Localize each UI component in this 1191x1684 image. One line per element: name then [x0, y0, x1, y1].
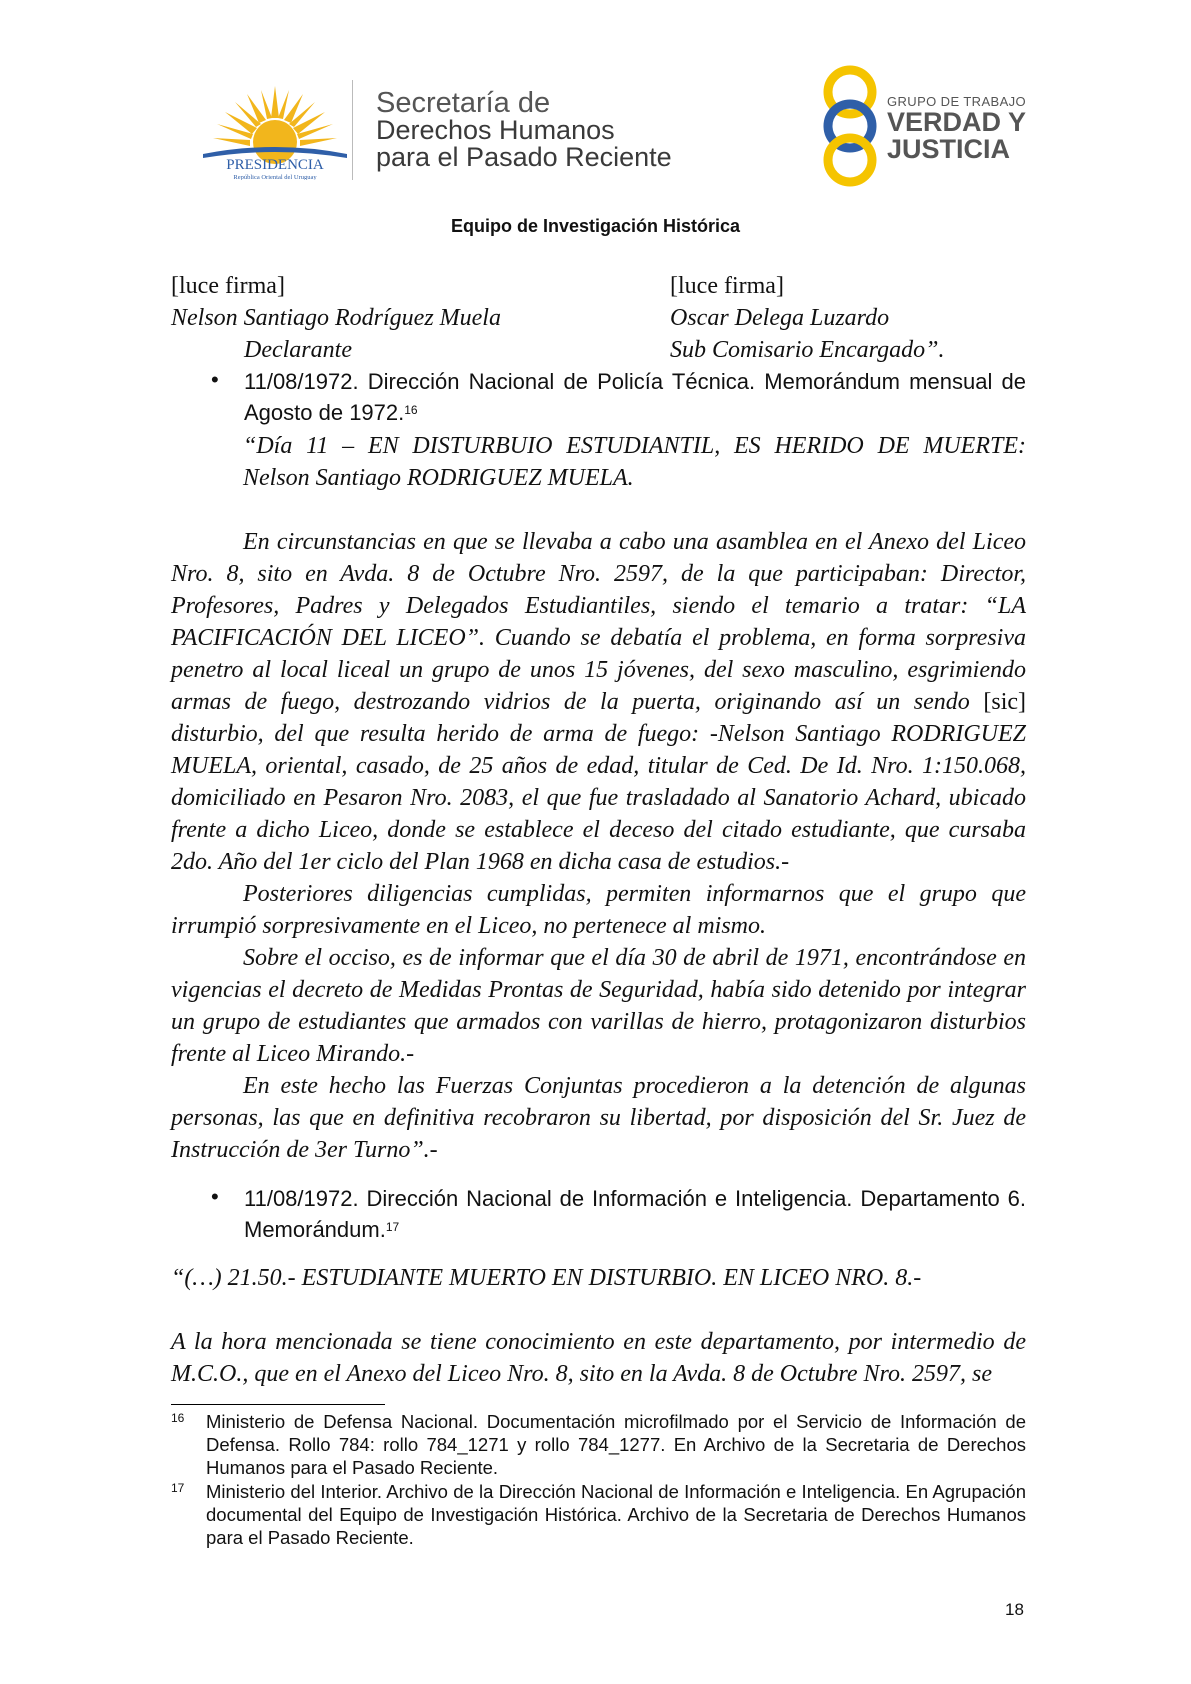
paragraph-1-part-1: En circunstancias en que se llevaba a cabo una asamblea en el Anexo del Liceo Nro. 8, sito en Avda. 8 de Octubre Nro. 2597, de la que participaban: Director, Profesores, Padres y Delegados Estudiantiles, siendo el temario a tratar: “LA PACIFICACIÓN DEL LICEO”. Cuando se debatía el problema, en forma sorpresiva penetro al local liceal un grupo de unos 15 jóvenes, del sexo masculino, esgrimiendo armas de fuego, destrozando vidrios de la puerta, originando así un sendo — [171, 529, 1026, 715]
header-divider — [352, 80, 353, 180]
secretaria-line-2: Derechos Humanos — [376, 115, 615, 145]
signatory-role: Declarante — [244, 337, 352, 363]
signature-block-right — [670, 270, 1030, 366]
signature-block-left — [171, 270, 591, 366]
secretaria-line-3: para el Pasado Reciente — [376, 142, 672, 172]
footnote-17 — [171, 1480, 1026, 1549]
gtvj-line-1: GRUPO DE TRABAJO — [887, 94, 1027, 109]
presidencia-logo-title: PRESIDENCIA — [226, 157, 324, 173]
signatory-name: Nelson Santiago Rodríguez Muela — [171, 305, 501, 331]
footnote-ref: 17 — [385, 1220, 400, 1234]
paragraph-1 — [171, 526, 1026, 878]
paragraph-1-part-2: disturbio, del que resulta herido de arma de fuego: -Nelson Santiago RODRIGUEZ MUELA, oriental, casado, de 25 años de edad, titular de Ced. De Id. Nro. 1:150.068, domiciliado en Pesaron Nro. 2083, el que fue trasladado al Sanatorio Achard, ubicado frente a dicho Liceo, donde se establece el deceso del citado estudiante, que cursaba 2do. Año del 1er ciclo del Plan 1968 en dicha casa de estudios.- — [171, 721, 1026, 875]
footnote-separator — [171, 1404, 385, 1405]
signature-mark: [luce firma] — [171, 273, 285, 299]
secretaria-line-1: Secretaría de — [376, 87, 551, 119]
footnote-16 — [171, 1410, 1026, 1479]
footnote-text: Ministerio de Defensa Nacional. Documentación microfilmado por el Servicio de Información de Defensa. Rollo 784: rollo 784_1271 y rollo 784_1277. En Archivo de la Secretaria de Derechos Humanos para el Pasado Reciente. — [206, 1411, 1026, 1478]
bullet-item-1 — [244, 366, 1026, 428]
footnote-text: Ministerio del Interior. Archivo de la Dirección Nacional de Información e Inteligencia. En Agrupación documental del Equipo de Investigación Histórica. Archivo de la Secretaria de Derechos Humanos para el Pasado Reciente. — [206, 1481, 1026, 1548]
paragraph-3: Sobre el occiso, es de informar que el día 30 de abril de 1971, encontrándose en vigencias el decreto de Medidas Prontas de Seguridad, había sido detenido por integrar un grupo de estudiantes que armados con varillas de hierro, protagonizaron disturbios frente al Liceo Mirando.- — [171, 945, 1026, 1067]
section-title: Equipo de Investigación Histórica — [450, 216, 741, 236]
presidencia-logo-subtitle: República Oriental del Uruguay — [233, 174, 317, 180]
page-number: 18 — [1005, 1600, 1024, 1619]
footnote-number: 16 — [171, 1411, 185, 1425]
quote-1: “Día 11 – EN DISTURBUIO ESTUDIANTIL, ES HERIDO DE MUERTE: Nelson Santiago RODRIGUEZ MUELA. — [243, 433, 1026, 491]
bullet-icon: • — [211, 367, 219, 392]
secretaria-logo-text — [376, 87, 672, 172]
memo-body — [171, 526, 1026, 1166]
footnote-ref: 16 — [404, 403, 418, 417]
bullet-icon: • — [211, 1184, 219, 1209]
gtvj-line-3: JUSTICIA — [887, 134, 1011, 164]
bullet-item-text: 11/08/1972. Dirección Nacional de Información e Inteligencia. Departamento 6. Memorándum. — [244, 1186, 1026, 1242]
bullet-item-2 — [244, 1183, 1026, 1245]
footnote-number: 17 — [171, 1481, 185, 1495]
gtvj-logo-text — [887, 94, 1026, 163]
signatory-role: Sub Comisario Encargado”. — [670, 337, 945, 363]
quote-2-body: A la hora mencionada se tiene conocimiento en este departamento, por intermedio de M.C.O., que en el Anexo del Liceo Nro. 8, sito en la Avda. 8 de Octubre Nro. 2597, se — [171, 1329, 1026, 1387]
signature-mark: [luce firma] — [670, 273, 784, 299]
quote-2-heading: “(…) 21.50.- ESTUDIANTE MUERTO EN DISTURBIO. EN LICEO NRO. 8.- — [171, 1265, 922, 1291]
sic-mark: [sic] — [983, 689, 1027, 715]
paragraph-4: En este hecho las Fuerzas Conjuntas procedieron a la detención de algunas personas, las que en definitiva recobraron su libertad, por disposición del Sr. Juez de Instrucción de 3er Turno”.- — [171, 1073, 1026, 1163]
gtvj-line-2: VERDAD Y — [887, 107, 1027, 137]
presidencia-logo — [195, 80, 355, 180]
bullet-item-text: 11/08/1972. Dirección Nacional de Policía Técnica. Memorándum mensual de Agosto de 1972. — [244, 369, 1026, 425]
sun-emblem-icon — [195, 80, 355, 180]
paragraph-2: Posteriores diligencias cumplidas, permiten informarnos que el grupo que irrumpió sorpresivamente en el Liceo, no pertenece al mismo. — [171, 881, 1026, 939]
signatory-name: Oscar Delega Luzardo — [670, 305, 890, 331]
